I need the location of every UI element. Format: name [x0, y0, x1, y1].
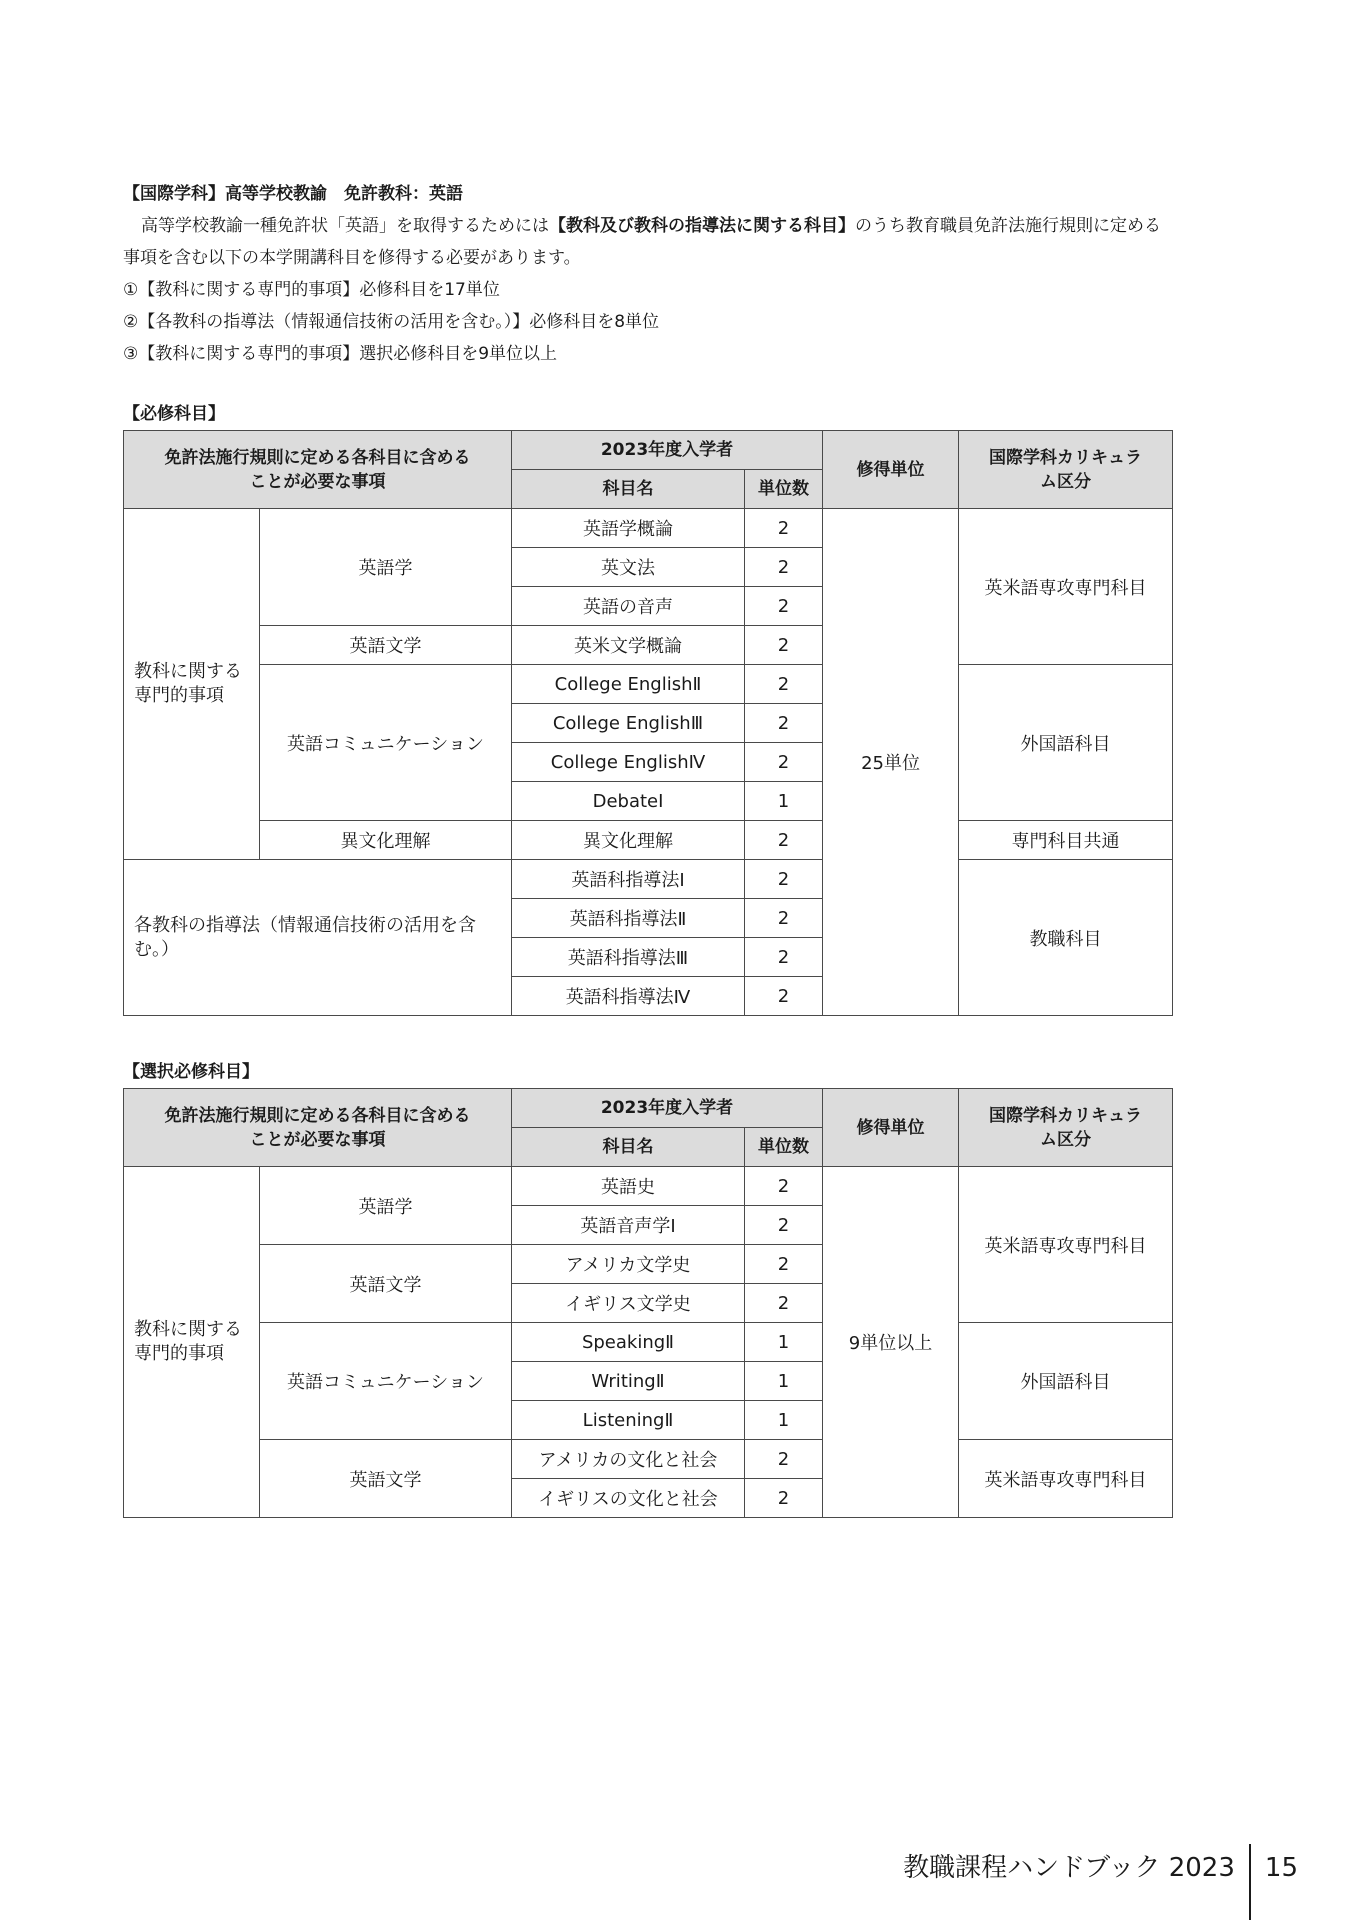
- header-curriculum: 国際学科カリキュラム区分: [959, 431, 1173, 509]
- subject-cell: 英語音声学Ⅰ: [512, 1206, 745, 1245]
- units-cell: 2: [745, 1167, 823, 1206]
- subject-cell: College EnglishⅡ: [512, 665, 745, 704]
- units-cell: 2: [745, 626, 823, 665]
- header-subject: 科目名: [512, 1128, 745, 1167]
- units-cell: 2: [745, 1206, 823, 1245]
- subject-cell: SpeakingⅡ: [512, 1323, 745, 1362]
- units-cell: 2: [745, 860, 823, 899]
- subject-cell: ListeningⅡ: [512, 1401, 745, 1440]
- units-cell: 2: [745, 665, 823, 704]
- units-cell: 2: [745, 899, 823, 938]
- curriculum-cell: 英米語専攻専門科目: [959, 1440, 1173, 1518]
- intro-bold: 【教科及び教科の指導法に関する科目】: [549, 216, 855, 236]
- footer-title: 教職課程ハンドブック 2023: [903, 1853, 1235, 1883]
- subject-cell: DebateⅠ: [512, 782, 745, 821]
- units-cell: 2: [745, 977, 823, 1016]
- subject-cell: College EnglishⅣ: [512, 743, 745, 782]
- subcategory-cell: 英語学: [260, 509, 512, 626]
- category-cell: 各教科の指導法（情報通信技術の活用を含む。）: [124, 860, 512, 1016]
- subject-cell: 英語科指導法Ⅲ: [512, 938, 745, 977]
- units-cell: 2: [745, 704, 823, 743]
- subject-cell: アメリカ文学史: [512, 1245, 745, 1284]
- units-cell: 1: [745, 1362, 823, 1401]
- page-heading: 【国際学科】高等学校教諭 免許教科：英語: [123, 184, 463, 204]
- subject-cell: 英語の音声: [512, 587, 745, 626]
- units-cell: 2: [745, 548, 823, 587]
- units-cell: 2: [745, 1479, 823, 1518]
- subcategory-cell: 英語コミュニケーション: [260, 1323, 512, 1440]
- header-units: 単位数: [745, 1128, 823, 1167]
- units-cell: 1: [745, 1323, 823, 1362]
- page-content: [123, 178, 1173, 1518]
- earned-cell: 25単位: [823, 509, 959, 1016]
- units-cell: 2: [745, 587, 823, 626]
- intro-part1: 高等学校教諭一種免許状「英語」を取得するためには: [141, 216, 549, 236]
- requirement-3: ③【教科に関する専門的事項】選択必修科目を9単位以上: [123, 344, 558, 364]
- subcategory-cell: 異文化理解: [260, 821, 512, 860]
- requirement-1: ①【教科に関する専門的事項】必修科目を17単位: [123, 280, 500, 300]
- header-group: 2023年度入学者: [512, 431, 823, 470]
- header-earned: 修得単位: [823, 1089, 959, 1167]
- category-cell: 教科に関する専門的事項: [124, 1167, 260, 1518]
- header-col1: 免許法施行規則に定める各科目に含めることが必要な事項: [124, 431, 512, 509]
- subject-cell: 英米文学概論: [512, 626, 745, 665]
- units-cell: 2: [745, 1440, 823, 1479]
- header-curriculum: 国際学科カリキュラム区分: [959, 1089, 1173, 1167]
- subcategory-cell: 英語文学: [260, 1245, 512, 1323]
- units-cell: 2: [745, 509, 823, 548]
- curriculum-cell: 英米語専攻専門科目: [959, 1167, 1173, 1323]
- subject-cell: College EnglishⅢ: [512, 704, 745, 743]
- subcategory-cell: 英語学: [260, 1167, 512, 1245]
- subject-cell: 英語科指導法Ⅱ: [512, 899, 745, 938]
- curriculum-cell: 外国語科目: [959, 665, 1173, 821]
- header-group: 2023年度入学者: [512, 1089, 823, 1128]
- page-number: 15: [1264, 1853, 1298, 1883]
- units-cell: 1: [745, 782, 823, 821]
- category-cell: 教科に関する専門的事項: [124, 509, 260, 860]
- curriculum-cell: 外国語科目: [959, 1323, 1173, 1440]
- requirement-2: ②【各教科の指導法（情報通信技術の活用を含む。）】必修科目を8単位: [123, 312, 660, 332]
- intro-paragraph: [123, 210, 1173, 274]
- subcategory-cell: 英語コミュニケーション: [260, 665, 512, 821]
- subcategory-cell: 英語文学: [260, 1440, 512, 1518]
- units-cell: 2: [745, 1245, 823, 1284]
- header-earned: 修得単位: [823, 431, 959, 509]
- earned-cell: 9単位以上: [823, 1167, 959, 1518]
- units-cell: 2: [745, 743, 823, 782]
- curriculum-cell: 専門科目共通: [959, 821, 1173, 860]
- subject-cell: WritingⅡ: [512, 1362, 745, 1401]
- elective-table: [123, 1088, 1173, 1518]
- page-footer: [903, 1844, 1298, 1904]
- subcategory-cell: 英語文学: [260, 626, 512, 665]
- units-cell: 2: [745, 821, 823, 860]
- curriculum-cell: 英米語専攻専門科目: [959, 509, 1173, 665]
- required-table: [123, 430, 1173, 1016]
- subject-cell: 英文法: [512, 548, 745, 587]
- subject-cell: アメリカの文化と社会: [512, 1440, 745, 1479]
- curriculum-cell: 教職科目: [959, 860, 1173, 1016]
- subject-cell: 英語科指導法Ⅰ: [512, 860, 745, 899]
- subject-cell: イギリス文学史: [512, 1284, 745, 1323]
- header-col1: 免許法施行規則に定める各科目に含めることが必要な事項: [124, 1089, 512, 1167]
- subject-cell: 英語史: [512, 1167, 745, 1206]
- units-cell: 2: [745, 938, 823, 977]
- elective-section-label: 【選択必修科目】: [123, 1062, 259, 1082]
- intro-part2: のうち教育職員免許法施行規則に定める事項を含む以下の本学開講科目を修得する必要があります。: [123, 216, 1161, 268]
- subject-cell: 英語学概論: [512, 509, 745, 548]
- units-cell: 1: [745, 1401, 823, 1440]
- required-section-label: 【必修科目】: [123, 404, 225, 424]
- subject-cell: イギリスの文化と社会: [512, 1479, 745, 1518]
- subject-cell: 異文化理解: [512, 821, 745, 860]
- header-units: 単位数: [745, 470, 823, 509]
- subject-cell: 英語科指導法Ⅳ: [512, 977, 745, 1016]
- header-subject: 科目名: [512, 470, 745, 509]
- units-cell: 2: [745, 1284, 823, 1323]
